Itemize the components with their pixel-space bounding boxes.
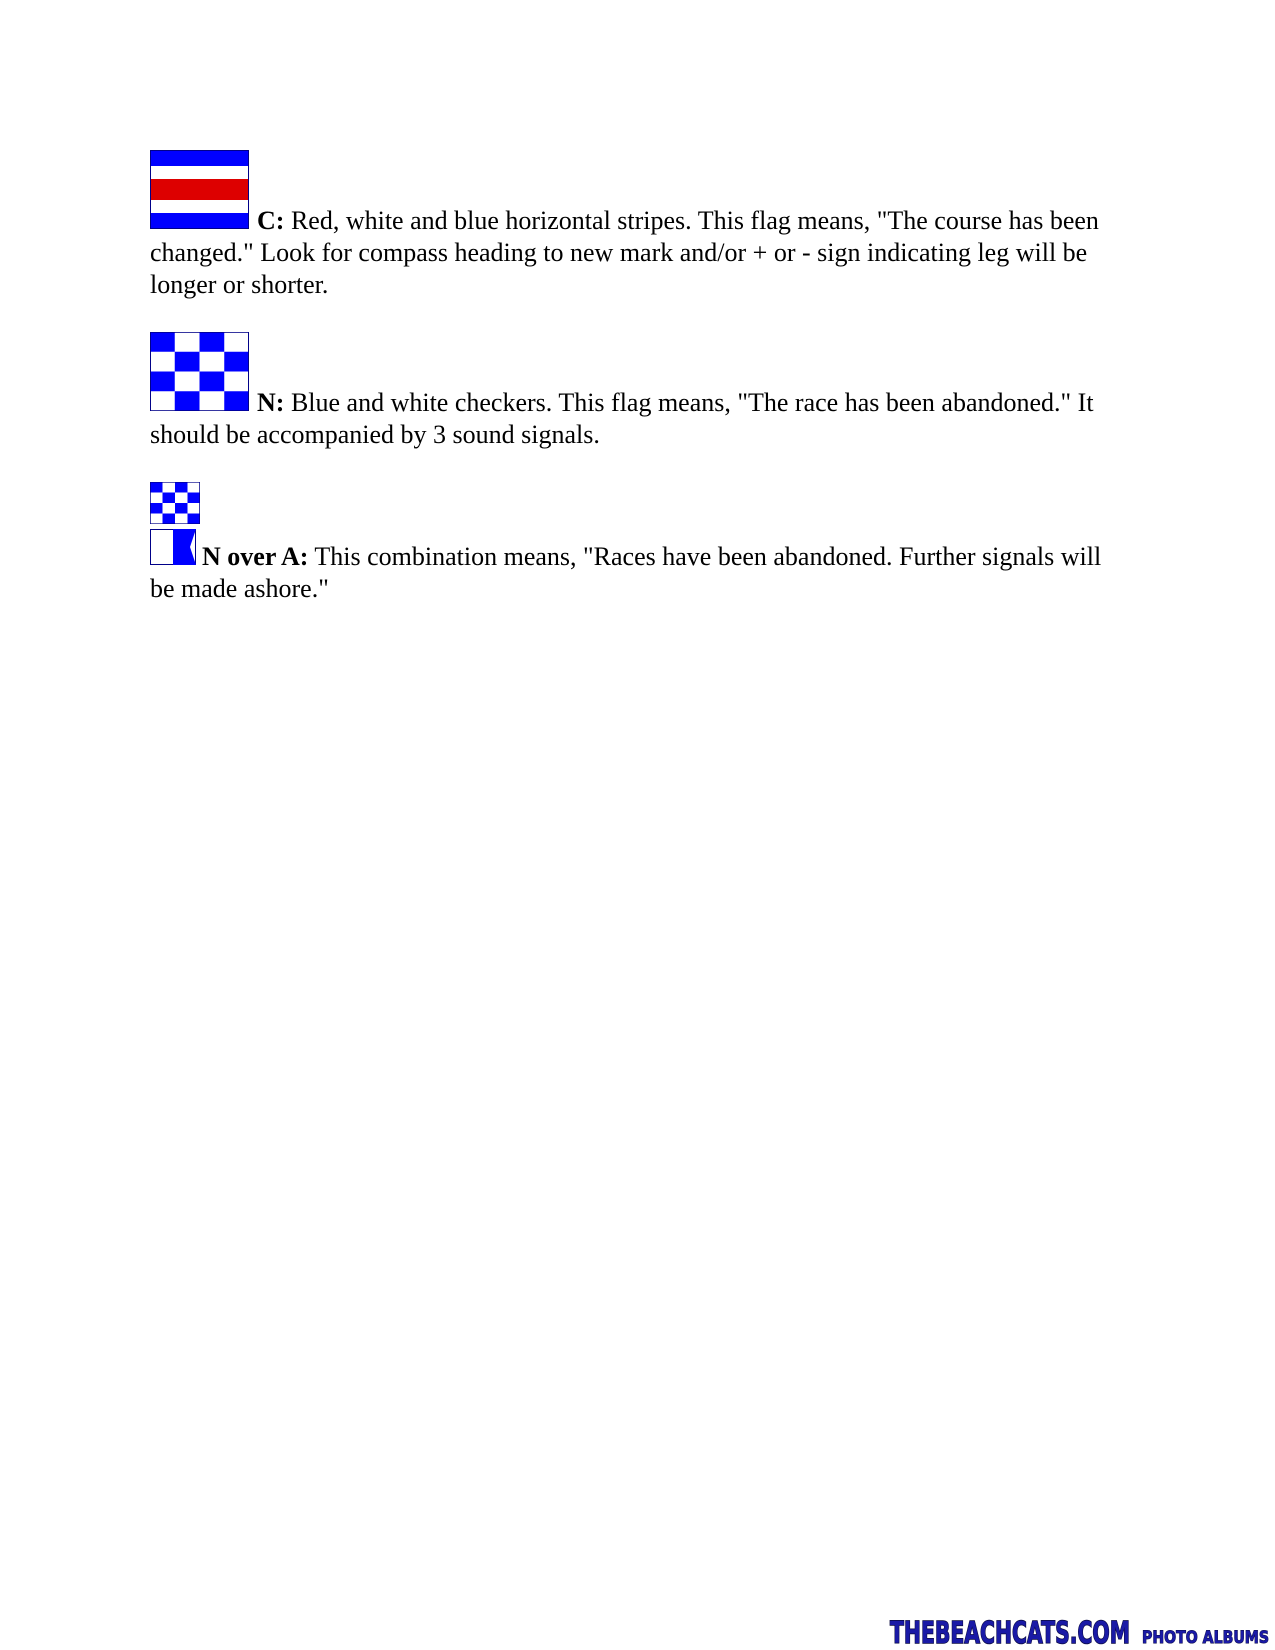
entry-n-label: N:	[257, 388, 285, 417]
flag-n-small-icon	[150, 482, 200, 524]
entry-n-over-a-label: N over A:	[202, 542, 309, 571]
entry-n-over-a	[150, 482, 1115, 605]
entry-n-text: Blue and white checkers. This flag means, "The race has been abandoned." It should be accompanied by 3 sound signals.	[150, 388, 1094, 449]
thebeachcats-logo	[888, 1610, 1275, 1650]
flag-c-icon	[150, 150, 249, 229]
entry-c-label: C:	[257, 206, 285, 235]
logo-main-text: THEBEACHCATS.COM	[890, 1616, 1130, 1650]
entry-n-over-a-text: This combination means, "Races have been abandoned. Further signals will be made ashore."	[150, 542, 1102, 603]
entry-n	[150, 332, 1115, 451]
flag-a-icon	[150, 529, 196, 565]
flag-n-icon	[150, 332, 249, 411]
entry-c-text: Red, white and blue horizontal stripes. This flag means, "The course has been changed." Look for compass heading to new mark and/or + or - sign indicating leg will be longer or shorter.	[150, 206, 1099, 299]
logo-sub-text: PHOTO ALBUMS	[1142, 1628, 1269, 1648]
flag-definitions	[150, 150, 1115, 605]
entry-c	[150, 150, 1115, 301]
